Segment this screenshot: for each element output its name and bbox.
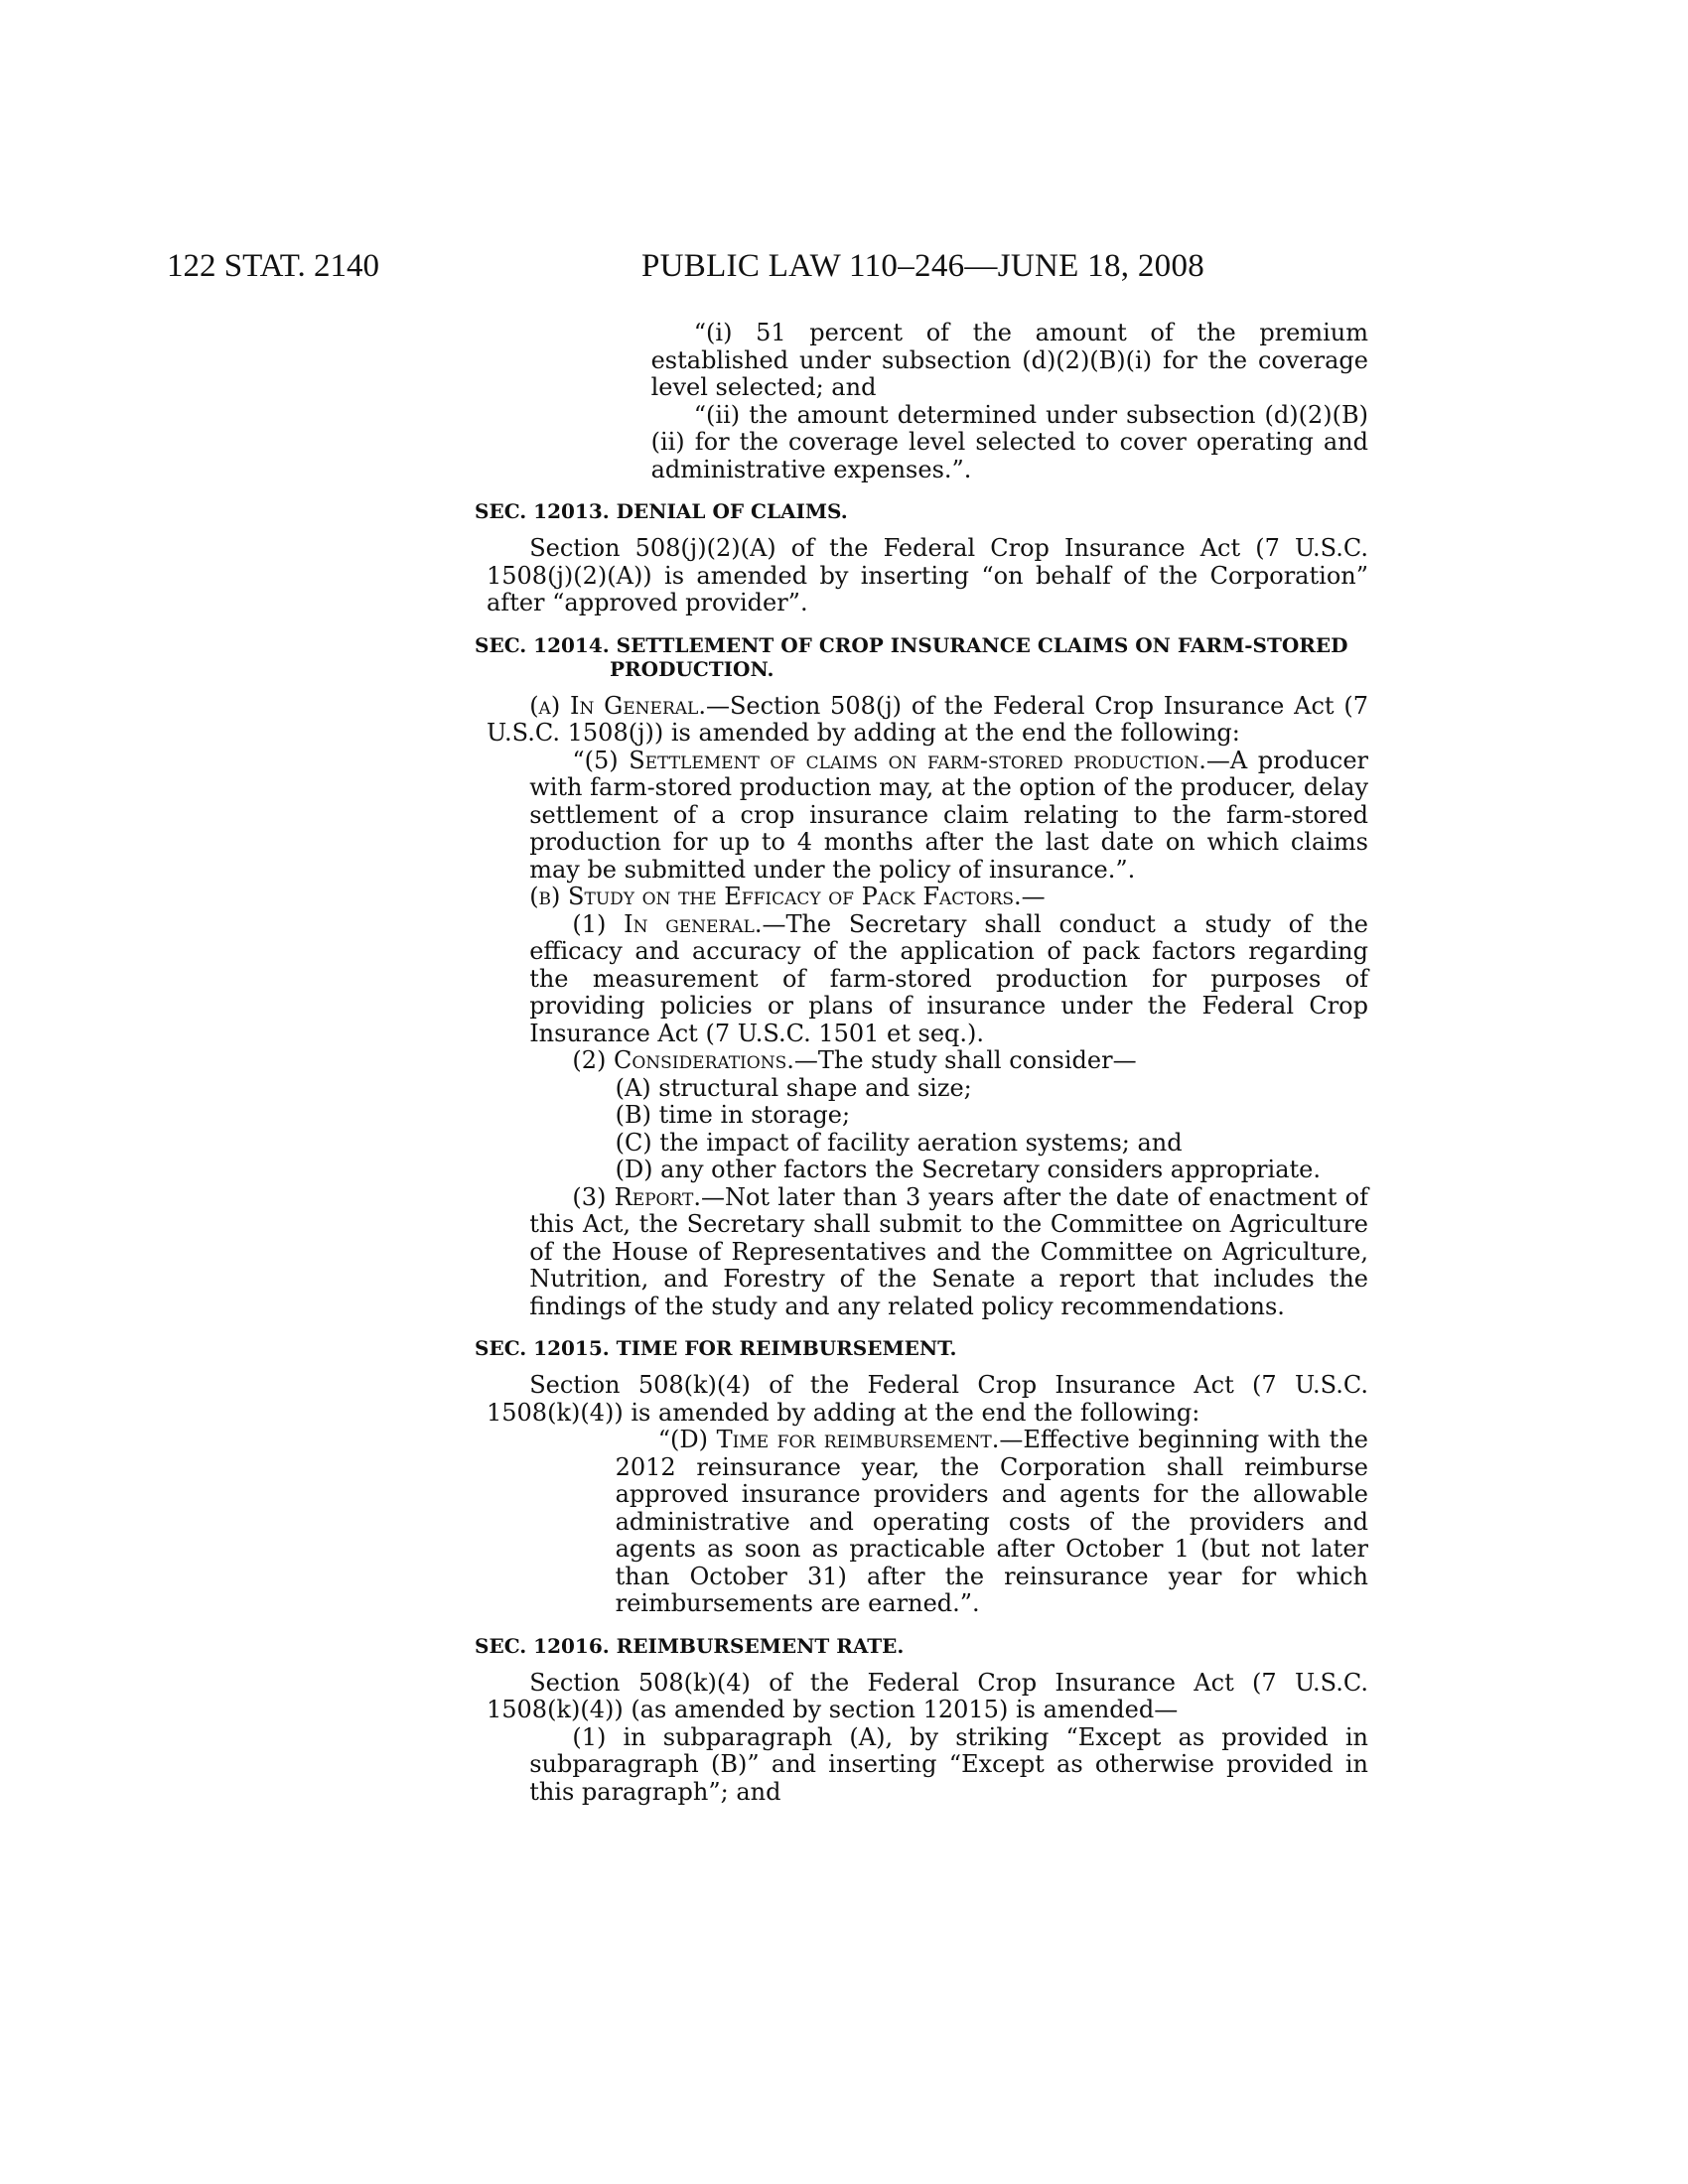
stat-page-number: 122 STAT. 2140 xyxy=(167,248,380,284)
paragraph-b3-label: (3) Report. xyxy=(572,1182,701,1211)
section-heading-12016: SEC. 12016. REIMBURSEMENT RATE. xyxy=(475,1633,905,1658)
clause-ii: “(ii) the amount determined under subsection (d)(2)(B)(ii) for the coverage level selected to cover operating and administrative expenses.”. xyxy=(650,400,1368,483)
paragraph-b1-text: —The Secretary shall conduct a study of the efficacy and accuracy of the application of pack factors regarding the measurement of farm-stored production for purposes of providing policies or plans of insurance under the Federal Crop Insurance Act (7 U.S.C. 1501 et seq.). xyxy=(529,909,1368,1047)
subsection-a xyxy=(487,693,1368,748)
section-heading-12015: SEC. 12015. TIME FOR REIMBURSEMENT. xyxy=(475,1336,957,1360)
page-header xyxy=(167,248,1358,288)
subsection-a-label: (a) In General. xyxy=(529,691,706,720)
paragraph-b1-label: (1) In general. xyxy=(572,909,763,938)
section-12016-item-1: (1) in subparagraph (A), by striking “Except as provided in subparagraph (B)” and inserting “Except as otherwise provided in this paragraph”; and xyxy=(529,1722,1368,1806)
paragraph-5-text: —A producer with farm-stored production may, at the option of the producer, delay settlement of a crop insurance claim relating to the farm-stored production for up to 4 months after the last date on which claims may be submitted under the policy of insurance.”. xyxy=(529,746,1368,884)
subsection-a-text: —Section 508(j) of the Federal Crop Insurance Act (7 U.S.C. 1508(j)) is amended by adding at the end the following: xyxy=(487,691,1368,747)
section-heading-12014: SEC. 12014. SETTLEMENT OF CROP INSURANCE CLAIMS ON FARM-STORED PRODUCTION. xyxy=(475,632,1348,681)
section-12015-text: Section 508(k)(4) of the Federal Crop Insurance Act (7 U.S.C. 1508(k)(4)) is amended by adding at the end the following: xyxy=(487,1371,1368,1427)
subparagraph-C: (C) the impact of facility aeration systems; and xyxy=(615,1128,1183,1157)
subparagraph-D-label: “(D) Time for reimbursement. xyxy=(657,1426,1000,1453)
subsection-b-label: (b) Study on the Efficacy of Pack Factors. xyxy=(529,883,1022,910)
section-12016-text: Section 508(k)(4) of the Federal Crop Insurance Act (7 U.S.C. 1508(k)(4)) (as amended by section 12015) is amended— xyxy=(487,1668,1368,1723)
subparagraph-B: (B) time in storage; xyxy=(615,1101,851,1129)
quoted-paragraph-5 xyxy=(487,748,1368,885)
paragraph-5-label: “(5) Settlement of claims on farm-stored production. xyxy=(572,746,1206,774)
subsection-b xyxy=(487,884,1368,911)
paragraph-b1 xyxy=(487,911,1368,1048)
paragraph-b2-text: —The study shall consider— xyxy=(793,1046,1137,1074)
paragraph-b3-text: —Not later than 3 years after the date of enactment of this Act, the Secretary shall submit to the Committee on Agriculture of the House of Representatives and the Committee on Agriculture, Nutrition, and Forestry of the Senate a report that includes the findings of the study and any related policy recommendations. xyxy=(529,1182,1368,1320)
subparagraph-D-text: —Effective beginning with the 2012 reinsurance year, the Corporation shall reimburse approved insurance providers and agents for the allowable administrative and operating costs of the providers and agents as soon as practicable after October 1 (but not later than October 31) after the reinsurance year for which reimbursements are earned.”. xyxy=(615,1426,1368,1617)
subparagraph-A: (A) structural shape and size; xyxy=(615,1073,972,1102)
section-12013-text: Section 508(j)(2)(A) of the Federal Crop Insurance Act (7 U.S.C. 1508(j)(2)(A)) is amended by inserting “on behalf of the Corporation” after “approved provider”. xyxy=(487,534,1368,616)
clause-i: “(i) 51 percent of the amount of the premium established under subsection (d)(2)(B)(i) for the coverage level selected; and xyxy=(650,319,1368,401)
quoted-clauses xyxy=(487,320,1368,483)
paragraph-b2 xyxy=(487,1047,1368,1075)
subsection-b-text: — xyxy=(1021,883,1046,910)
paragraph-b3 xyxy=(487,1184,1368,1321)
document-body xyxy=(475,319,1368,1806)
quoted-subparagraph-D xyxy=(487,1427,1368,1618)
paragraph-b2-label: (2) Considerations. xyxy=(572,1046,794,1074)
subparagraph-D: (D) any other factors the Secretary considers appropriate. xyxy=(615,1156,1322,1183)
public-law-title: PUBLIC LAW 110–246—JUNE 18, 2008 xyxy=(641,248,1205,284)
section-heading-12013: SEC. 12013. DENIAL OF CLAIMS. xyxy=(475,499,848,523)
